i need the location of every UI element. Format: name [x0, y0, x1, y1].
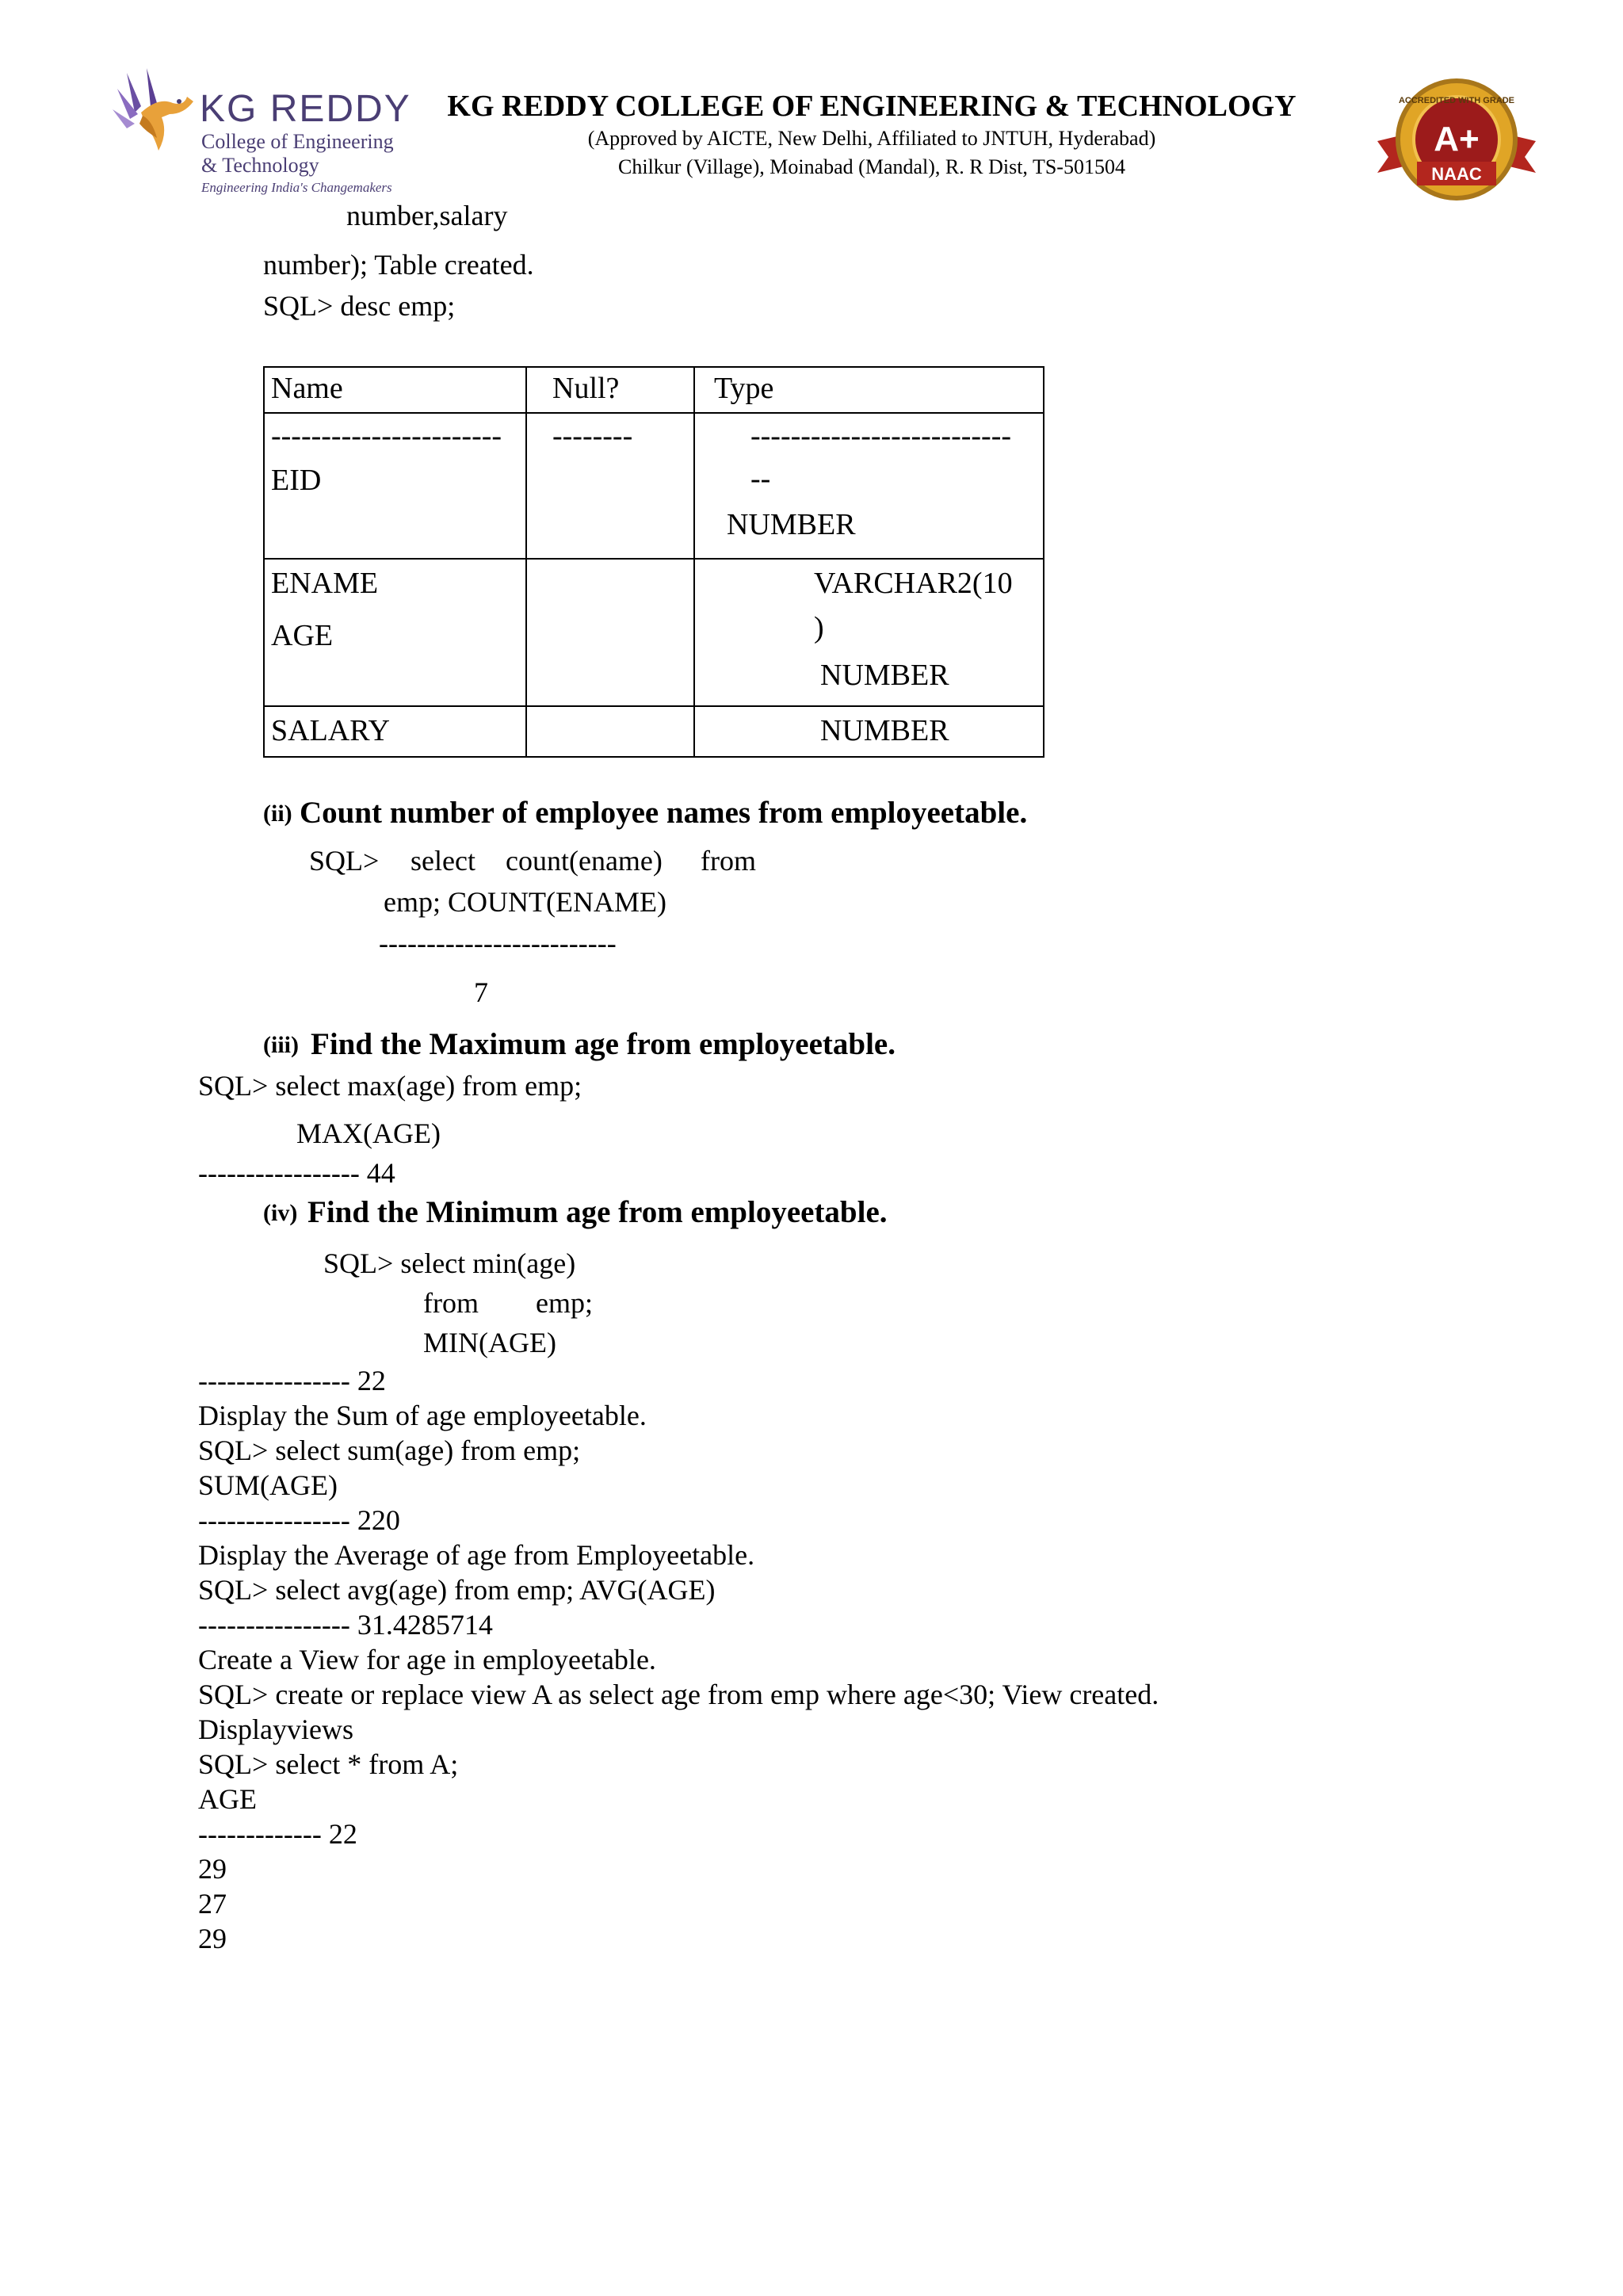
table-row — [264, 559, 1044, 706]
sum-result: ---------------- 220 — [198, 1504, 400, 1536]
q4-column: MIN(AGE) — [423, 1327, 556, 1358]
college-logo — [111, 65, 412, 200]
q2-dash-separator: ------------------------- — [379, 927, 617, 959]
row-eid-name: EID — [271, 464, 322, 497]
dash-separator: ----------------------- — [271, 419, 502, 453]
intro-line-3: SQL> desc emp; — [263, 290, 456, 322]
q3-heading: Find the Maximum age from employeetable. — [311, 1027, 896, 1061]
column-header-null: Null? — [552, 372, 620, 405]
desc-emp-table — [263, 366, 1044, 758]
dash-separator-wrap: -- — [750, 462, 771, 495]
avg-sql: SQL> select avg(age) from emp; AVG(AGE) — [198, 1574, 716, 1606]
row-ename-name: ENAME — [271, 567, 379, 600]
q2-sql-part-2: select — [411, 845, 475, 877]
select-view-sql: SQL> select * from A; — [198, 1748, 459, 1780]
college-approval: (Approved by AICTE, New Delhi, Affiliated to JNTUH, Hyderabad) — [587, 127, 1156, 150]
logo-tagline: Engineering India's Changemakers — [201, 180, 392, 195]
sum-sql: SQL> select sum(age) from emp; — [198, 1435, 581, 1466]
table-header-row — [264, 367, 1044, 413]
dash-separator: -------------------------- — [750, 419, 1012, 453]
q4-result: ---------------- 22 — [198, 1365, 386, 1396]
sum-heading: Display the Sum of age employeetable. — [198, 1400, 647, 1431]
display-views-heading: Displayviews — [198, 1713, 353, 1745]
q3-result: ----------------- 44 — [198, 1157, 395, 1189]
q3-sql: SQL> select max(age) from emp; — [198, 1070, 582, 1102]
column-header-type: Type — [714, 372, 774, 405]
q4-sql: SQL> select min(age) — [323, 1247, 576, 1279]
naac-badge-icon — [1369, 68, 1544, 211]
view-column: AGE — [198, 1783, 257, 1815]
q2-sql-part-1: SQL> — [309, 845, 380, 877]
q4-sql-from: from — [423, 1287, 479, 1319]
q4-number: (iv) — [263, 1200, 298, 1226]
view-heading: Create a View for age in employeetable. — [198, 1644, 656, 1675]
q2-sql-line-2: emp; COUNT(ENAME) — [384, 886, 666, 918]
naac-seal — [1369, 68, 1544, 211]
row-eid-type: NUMBER — [727, 508, 856, 541]
intro-line-1: number,salary — [346, 200, 508, 231]
seal-ring-text: ACCREDITED WITH GRADE — [1398, 96, 1515, 105]
sum-column: SUM(AGE) — [198, 1469, 338, 1501]
seal-label: NAAC — [1431, 164, 1482, 184]
q2-sql-part-3: count(ename) — [506, 845, 663, 877]
q3-number: (iii) — [263, 1032, 299, 1058]
intro-line-2: number); Table created. — [263, 249, 534, 281]
row-ename-type: VARCHAR2(10 — [814, 567, 1013, 600]
seal-grade: A+ — [1434, 120, 1480, 159]
view-sql: SQL> create or replace view A as select age from emp where age<30; View created. — [198, 1679, 1159, 1710]
row-salary-type: NUMBER — [820, 714, 949, 747]
logo-name: KG REDDY — [200, 88, 411, 130]
avg-heading: Display the Average of age from Employeetable. — [198, 1539, 755, 1571]
view-result-line: ------------- 22 — [198, 1818, 357, 1850]
eagle-logo-icon — [111, 65, 198, 160]
row-ename-type-wrap: ) — [814, 611, 824, 644]
q2-heading: Count number of employee names from employeetable. — [300, 796, 1028, 830]
q4-sql-emp: emp; — [536, 1287, 593, 1319]
dash-separator: -------- — [552, 419, 633, 453]
college-title: KG REDDY COLLEGE OF ENGINEERING & TECHNOLOGY — [447, 90, 1296, 123]
view-result-line: 29 — [198, 1923, 227, 1954]
q2-number: (ii) — [263, 800, 292, 827]
row-age-type: NUMBER — [820, 659, 949, 692]
avg-result: ---------------- 31.4285714 — [198, 1609, 493, 1641]
column-header-name: Name — [271, 372, 343, 405]
q2-result: 7 — [474, 976, 488, 1008]
logo-line-2: & Technology — [201, 154, 319, 177]
table-row — [264, 413, 1044, 559]
table-row — [264, 706, 1044, 757]
view-result-line: 27 — [198, 1888, 227, 1920]
q2-sql-part-4: from — [701, 845, 756, 877]
view-result-line: 29 — [198, 1853, 227, 1885]
logo-line-1: College of Engineering — [201, 130, 394, 153]
row-age-name: AGE — [271, 619, 334, 652]
college-address: Chilkur (Village), Moinabad (Mandal), R. R Dist, TS-501504 — [618, 155, 1125, 178]
row-salary-name: SALARY — [271, 714, 390, 747]
q4-heading: Find the Minimum age from employeetable. — [307, 1195, 888, 1229]
q3-column: MAX(AGE) — [296, 1117, 441, 1149]
